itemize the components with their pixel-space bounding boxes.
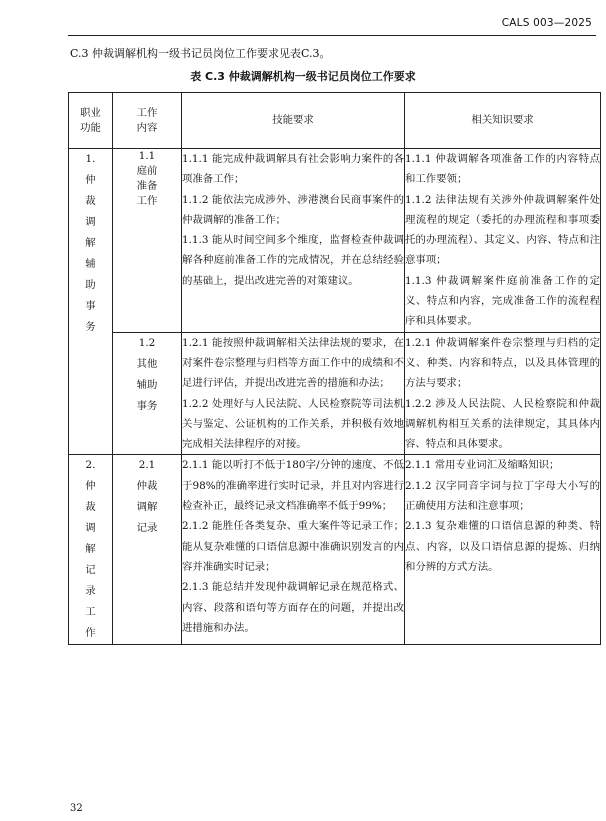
header-content-line: 工作 [136,106,158,119]
function-char: 记 [85,564,96,577]
knowledge-item: 1.2.2 涉及人民法院、人民检察院和仲裁调解机构相互关系的法律规定，其具体内容、特点和具体要求。 [405,397,600,451]
content-line: 1.2 [138,336,156,349]
table-row [69,149,601,333]
requirements-table [68,92,601,645]
table-row [69,332,601,455]
function-char: 裁 [85,501,96,514]
header-knowledge: 相关知识要求 [405,93,601,149]
header-function [69,93,113,149]
function-char: 作 [85,627,96,640]
content-cell-1-2 [113,332,182,455]
header-content-line: 内容 [136,121,158,134]
function-char: 裁 [85,195,96,207]
function-char: 仲 [85,174,96,186]
content-line: 事务 [136,399,158,412]
skills-cell-1-1 [182,149,405,333]
content-line: 记录 [136,522,158,535]
page-header [0,0,606,36]
content-cell-2-1 [113,455,182,645]
content-line: 准备 [136,180,158,192]
content-line: 2.1 [138,459,156,472]
skill-item: 1.1.3 能从时间空间多个维度，监督检查仲裁调解各种庭前准备工作的完成情况，并在总结经验的基础上，提出改进完善的对策建议。 [182,234,404,287]
skill-item: 1.1.1 能完成仲裁调解具有社会影响力案件的各项准备工作； [182,153,404,186]
knowledge-item: 1.1.2 法律法规有关涉外仲裁调解案件处理流程的规定（委托的办理流程和事项委托的办理流程）、其定义、内容、特点和注意事项； [405,193,600,267]
table-header-row [69,93,601,149]
knowledge-item: 2.1.2 汉字同音字词与拉丁字母大小写的正确使用方法和注意事项； [405,479,600,513]
content-cell-1-1 [113,149,182,333]
function-char: 1. [85,153,96,165]
skill-item: 1.2.2 处理好与人民法院、人民检察院等司法机关与鉴定、公证机构的工作关系，并积极有效地完成相关法律程序的对接。 [182,397,404,451]
knowledge-item: 1.1.1 仲裁调解各项准备工作的内容特点和工作要领； [405,153,600,186]
function-char: 解 [85,543,96,556]
function-char: 录 [85,585,96,598]
knowledge-cell-1-1 [405,149,601,333]
header-function-line: 职业 [80,106,101,119]
content-line: 庭前 [136,165,158,177]
document-code: CALS 003—2025 [501,17,592,29]
function-char: 调 [85,522,96,535]
function-char: 仲 [85,480,96,493]
function-char: 辅 [85,258,96,270]
content-line: 辅助 [136,378,158,391]
skill-item: 2.1.2 能胜任各类复杂、重大案件等记录工作；能从复杂难懂的口语信息源中准确识别发言的内容并准确实时记录； [182,520,404,573]
function-char: 务 [85,321,96,333]
function-cell-2 [69,455,113,645]
knowledge-item: 2.1.1 常用专业词汇及缩略知识； [405,459,560,472]
skills-cell-2-1 [182,455,405,645]
function-char: 解 [85,237,96,249]
table-row [69,455,601,645]
function-char: 助 [85,279,96,291]
function-cell-1 [69,149,113,455]
content-line: 其他 [136,357,158,370]
page-number: 32 [70,803,83,814]
skills-cell-1-2 [182,332,405,455]
header-function-line: 功能 [80,121,101,134]
skill-item: 1.1.2 能依法完成涉外、涉港澳台民商事案件的仲裁调解的准备工作； [182,193,404,226]
content-line: 1.1 [138,150,156,162]
skill-item: 1.2.1 能按照仲裁调解相关法律法规的要求，在对案件卷宗整理与归档等方面工作中的成绩和不足进行评估，并提出改进完善的措施和办法； [182,336,404,390]
skill-item: 2.1.3 能总结并发现仲裁调解记录在规范格式、内容、段落和语句等方面存在的问题，并提出改进措施和办法。 [182,581,404,634]
knowledge-item: 1.1.3 仲裁调解案件庭前准备工作的定义、特点和内容，完成准备工作的流程程序和具体要求。 [405,274,600,328]
content-line: 工作 [136,195,158,207]
function-char: 2. [85,459,96,472]
knowledge-cell-2-1 [405,455,601,645]
header-content [113,93,182,149]
skill-item: 2.1.1 能以听打不低于180字/分钟的速度、不低于98%的准确率进行实时记录，并且对内容进行检查补正，最终记录文档准确率不低于99%； [182,459,404,513]
function-char: 事 [85,300,96,312]
content-line: 调解 [136,501,158,514]
header-rule [68,35,596,36]
content-line: 仲裁 [136,480,158,493]
function-char: 工 [85,606,96,619]
function-char: 调 [85,216,96,228]
intro-text: C.3 仲裁调解机构一级书记员岗位工作要求见表C.3。 [70,47,331,60]
knowledge-cell-1-2 [405,332,601,455]
knowledge-item: 1.2.1 仲裁调解案件卷宗整理与归档的定义、种类、内容和特点，以及具体管理的方法与要求； [405,336,600,390]
table-caption: 表 C.3 仲裁调解机构一级书记员岗位工作要求 [190,70,416,83]
knowledge-item: 2.1.3 复杂难懂的口语信息源的种类、特点、内容，以及口语信息源的提炼、归纳和分辨的方式方法。 [405,520,600,573]
header-skills: 技能要求 [182,93,405,149]
